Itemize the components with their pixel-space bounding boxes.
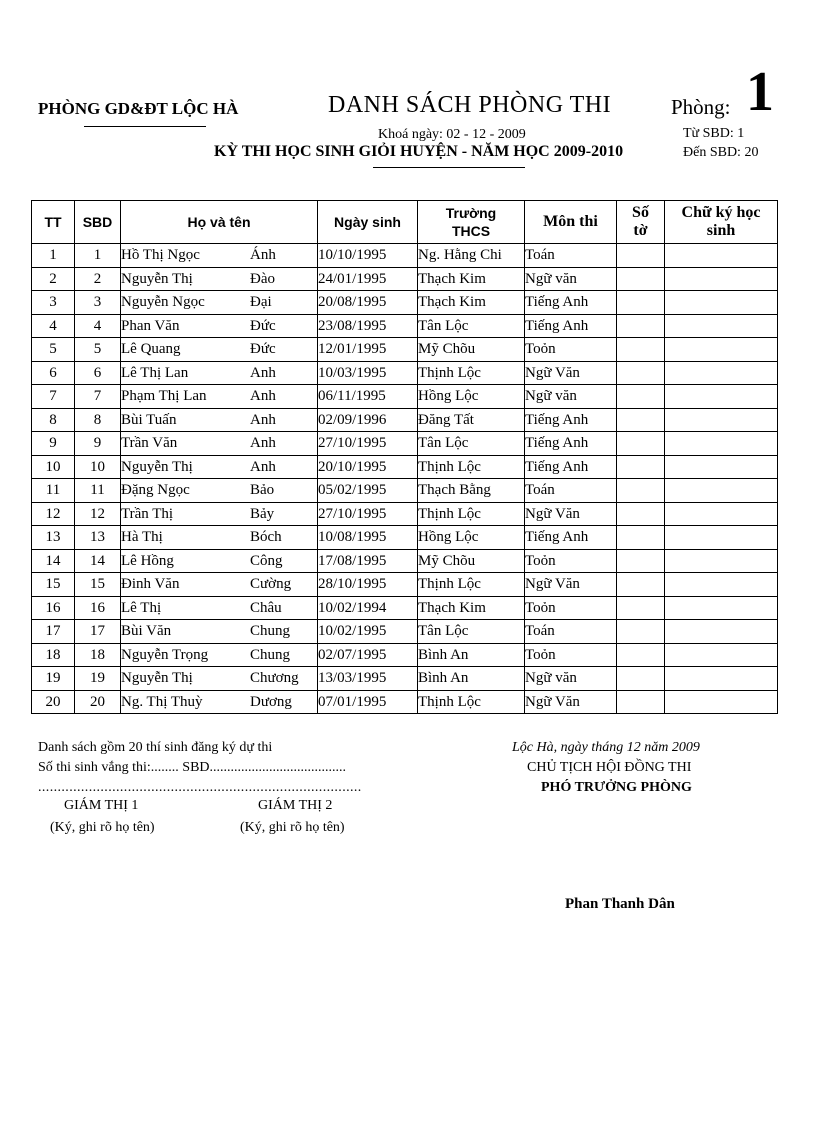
full-name <box>121 409 317 431</box>
first-name: Anh <box>250 458 276 475</box>
document-title: DANH SÁCH PHÒNG THI <box>328 92 612 118</box>
cell-tt: 11 <box>32 479 75 503</box>
cell-subject: Ngữ Văn <box>525 361 617 385</box>
cell-school: Bình An <box>418 667 525 691</box>
cell-name <box>121 690 318 714</box>
supervisor-2-note: (Ký, ghi rõ họ tên) <box>240 820 345 835</box>
cell-sbd: 4 <box>75 314 121 338</box>
last-name: Trần Văn <box>121 435 178 452</box>
cell-signature <box>665 338 778 362</box>
cell-sheets <box>617 526 665 550</box>
table-row <box>32 667 778 691</box>
cell-school: Thịnh Lộc <box>418 690 525 714</box>
table-header-row <box>32 201 778 244</box>
cell-tt: 8 <box>32 408 75 432</box>
table-row <box>32 643 778 667</box>
cell-tt: 19 <box>32 667 75 691</box>
full-name <box>121 573 317 595</box>
header-name: Họ và tên <box>121 201 318 244</box>
cell-tt: 14 <box>32 549 75 573</box>
header-school-line1: Trường <box>445 205 497 221</box>
table-row <box>32 314 778 338</box>
first-name: Đại <box>250 294 272 311</box>
sbd-to: Đến SBD: 20 <box>683 145 759 160</box>
last-name: Lê Thị Lan <box>121 364 189 381</box>
full-name <box>121 503 317 525</box>
table-row <box>32 549 778 573</box>
last-name: Bùi Tuấn <box>121 411 177 428</box>
cell-school: Thạch Bằng <box>418 479 525 503</box>
first-name: Đức <box>250 317 276 334</box>
last-name: Hồ Thị Ngọc <box>121 247 200 264</box>
cell-school: Thạch Kim <box>418 596 525 620</box>
cell-dob: 12/01/1995 <box>318 338 418 362</box>
first-name: Công <box>250 552 283 569</box>
last-name: Nguyễn Ngọc <box>121 294 205 311</box>
first-name: Bảy <box>250 505 275 522</box>
cell-dob: 10/03/1995 <box>318 361 418 385</box>
last-name: Nguyễn Trọng <box>121 646 209 663</box>
table-row <box>32 620 778 644</box>
cell-subject: Toán <box>525 620 617 644</box>
full-name <box>121 385 317 407</box>
cell-tt: 10 <box>32 455 75 479</box>
cell-tt: 6 <box>32 361 75 385</box>
cell-sheets <box>617 573 665 597</box>
full-name <box>121 362 317 384</box>
cell-name <box>121 408 318 432</box>
cell-subject: Toỏn <box>525 549 617 573</box>
cell-subject: Ngữ văn <box>525 667 617 691</box>
cell-signature <box>665 267 778 291</box>
last-name: Lê Hồng <box>121 552 174 569</box>
cell-sheets <box>617 620 665 644</box>
candidate-count-text: Danh sách gồm 20 thí sinh đăng ký dự thi <box>38 740 273 755</box>
first-name: Dương <box>250 693 292 710</box>
full-name <box>121 620 317 642</box>
cell-sbd: 11 <box>75 479 121 503</box>
cell-subject: Toỏn <box>525 338 617 362</box>
cell-signature <box>665 291 778 315</box>
table-row <box>32 385 778 409</box>
cell-sheets <box>617 502 665 526</box>
header-tt: TT <box>32 201 75 244</box>
signer-name: Phan Thanh Dân <box>565 896 675 912</box>
full-name <box>121 315 317 337</box>
cell-school: Mỹ Chõu <box>418 549 525 573</box>
cell-signature <box>665 690 778 714</box>
cell-signature <box>665 408 778 432</box>
cell-tt: 13 <box>32 526 75 550</box>
room-number: 1 <box>746 61 774 123</box>
cell-sheets <box>617 244 665 268</box>
cell-name <box>121 596 318 620</box>
cell-subject: Tiếng Anh <box>525 408 617 432</box>
cell-sbd: 1 <box>75 244 121 268</box>
cell-signature <box>665 455 778 479</box>
exam-name: KỲ THI HỌC SINH GIỎI HUYỆN - NĂM HỌC 2009-2010 <box>214 143 624 160</box>
cell-dob: 20/10/1995 <box>318 455 418 479</box>
cell-name <box>121 667 318 691</box>
cell-subject: Tiếng Anh <box>525 526 617 550</box>
sbd-from: Từ SBD: 1 <box>683 126 745 141</box>
cell-school: Bình An <box>418 643 525 667</box>
full-name <box>121 338 317 360</box>
cell-sheets <box>617 667 665 691</box>
cell-sheets <box>617 690 665 714</box>
cell-signature <box>665 502 778 526</box>
cell-dob: 10/08/1995 <box>318 526 418 550</box>
cell-subject: Tiếng Anh <box>525 455 617 479</box>
cell-subject: Ngữ văn <box>525 385 617 409</box>
full-name <box>121 667 317 689</box>
first-name: Chung <box>250 623 291 640</box>
cell-subject: Toán <box>525 479 617 503</box>
cell-signature <box>665 620 778 644</box>
cell-signature <box>665 667 778 691</box>
full-name <box>121 479 317 501</box>
room-label: Phòng: <box>671 95 731 119</box>
last-name: Lê Quang <box>121 341 181 358</box>
cell-signature <box>665 385 778 409</box>
last-name: Nguyễn Thị <box>121 458 193 475</box>
cell-name <box>121 267 318 291</box>
cell-subject: Tiếng Anh <box>525 432 617 456</box>
cell-sbd: 3 <box>75 291 121 315</box>
cell-sbd: 14 <box>75 549 121 573</box>
header-signature <box>665 201 778 244</box>
full-name <box>121 550 317 572</box>
cell-name <box>121 432 318 456</box>
full-name <box>121 291 317 313</box>
full-name <box>121 691 317 713</box>
header-sbd: SBD <box>75 201 121 244</box>
last-name: Phạm Thị Lan <box>121 388 207 405</box>
cell-signature <box>665 244 778 268</box>
cell-sbd: 8 <box>75 408 121 432</box>
cell-tt: 15 <box>32 573 75 597</box>
header-school-line2: THCS <box>451 223 491 239</box>
department-underline <box>84 126 206 127</box>
cell-signature <box>665 596 778 620</box>
full-name <box>121 526 317 548</box>
cell-sheets <box>617 291 665 315</box>
cell-school: Thịnh Lộc <box>418 455 525 479</box>
cell-tt: 3 <box>32 291 75 315</box>
first-name: Đức <box>250 341 276 358</box>
cell-tt: 12 <box>32 502 75 526</box>
cell-name <box>121 455 318 479</box>
cell-name <box>121 361 318 385</box>
cell-name <box>121 338 318 362</box>
first-name: Chung <box>250 646 291 663</box>
cell-subject: Tiếng Anh <box>525 291 617 315</box>
full-name <box>121 268 317 290</box>
last-name: Hà Thị <box>121 529 163 546</box>
cell-sbd: 18 <box>75 643 121 667</box>
cell-tt: 1 <box>32 244 75 268</box>
table-row <box>32 526 778 550</box>
header-sheets-line1: Số <box>632 204 649 221</box>
header-sheets <box>617 201 665 244</box>
last-name: Nguyễn Thị <box>121 270 193 287</box>
first-name: Chương <box>250 670 299 687</box>
first-name: Anh <box>250 411 276 428</box>
table-row <box>32 244 778 268</box>
first-name: Châu <box>250 599 282 616</box>
last-name: Trần Thị <box>121 505 174 522</box>
first-name: Bảo <box>250 482 275 499</box>
exam-date: Khoá ngày: 02 - 12 - 2009 <box>378 127 526 142</box>
cell-sheets <box>617 596 665 620</box>
last-name: Ng. Thị Thuỳ <box>121 693 203 710</box>
full-name <box>121 432 317 454</box>
header-sheets-line2: tờ <box>633 222 648 239</box>
cell-sbd: 7 <box>75 385 121 409</box>
header-signature-line2: sinh <box>706 222 736 239</box>
table-row <box>32 291 778 315</box>
table-row <box>32 361 778 385</box>
cell-name <box>121 526 318 550</box>
cell-sheets <box>617 455 665 479</box>
cell-sbd: 15 <box>75 573 121 597</box>
cell-signature <box>665 549 778 573</box>
cell-name <box>121 244 318 268</box>
cell-sheets <box>617 479 665 503</box>
cell-tt: 5 <box>32 338 75 362</box>
cell-school: Ng. Hằng Chi <box>418 244 525 268</box>
cell-dob: 10/10/1995 <box>318 244 418 268</box>
header-dob: Ngày sinh <box>318 201 418 244</box>
cell-subject: Tiếng Anh <box>525 314 617 338</box>
cell-sbd: 19 <box>75 667 121 691</box>
cell-school: Hồng Lộc <box>418 385 525 409</box>
cell-school: Tân Lộc <box>418 432 525 456</box>
cell-name <box>121 620 318 644</box>
cell-dob: 17/08/1995 <box>318 549 418 573</box>
table-row <box>32 690 778 714</box>
cell-sheets <box>617 314 665 338</box>
chair-title: CHỦ TỊCH HỘI ĐỒNG THI <box>527 760 692 775</box>
cell-dob: 27/10/1995 <box>318 432 418 456</box>
cell-name <box>121 479 318 503</box>
cell-name <box>121 502 318 526</box>
supervisor-2-title: GIÁM THỊ 2 <box>258 798 333 813</box>
cell-school: Tân Lộc <box>418 314 525 338</box>
absent-count-text: Số thi sinh vắng thi:........ SBD....................................... <box>38 760 347 775</box>
cell-school: Thịnh Lộc <box>418 502 525 526</box>
exam-underline <box>373 167 525 168</box>
full-name <box>121 456 317 478</box>
cell-school: Hồng Lộc <box>418 526 525 550</box>
cell-tt: 4 <box>32 314 75 338</box>
table-row <box>32 408 778 432</box>
cell-school: Thạch Kim <box>418 267 525 291</box>
dotted-line: ................................................................................... <box>38 780 362 795</box>
cell-school: Thịnh Lộc <box>418 573 525 597</box>
cell-signature <box>665 526 778 550</box>
cell-tt: 2 <box>32 267 75 291</box>
cell-name <box>121 385 318 409</box>
first-name: Ánh <box>250 247 276 264</box>
cell-subject: Ngữ Văn <box>525 502 617 526</box>
cell-tt: 9 <box>32 432 75 456</box>
cell-dob: 13/03/1995 <box>318 667 418 691</box>
cell-sbd: 9 <box>75 432 121 456</box>
full-name <box>121 244 317 266</box>
cell-sheets <box>617 432 665 456</box>
cell-sheets <box>617 408 665 432</box>
department-name: PHÒNG GD&ĐT LỘC HÀ <box>38 99 239 118</box>
cell-sbd: 2 <box>75 267 121 291</box>
cell-signature <box>665 361 778 385</box>
cell-name <box>121 643 318 667</box>
table-row <box>32 502 778 526</box>
cell-signature <box>665 432 778 456</box>
supervisor-1-note: (Ký, ghi rõ họ tên) <box>50 820 155 835</box>
full-name <box>121 644 317 666</box>
table-row <box>32 596 778 620</box>
cell-dob: 10/02/1994 <box>318 596 418 620</box>
last-name: Nguyễn Thị <box>121 670 193 687</box>
cell-school: Mỹ Chõu <box>418 338 525 362</box>
first-name: Cường <box>250 576 292 593</box>
candidate-table <box>31 200 778 714</box>
cell-sheets <box>617 361 665 385</box>
cell-school: Thạch Kim <box>418 291 525 315</box>
last-name: Phan Văn <box>121 317 180 334</box>
cell-signature <box>665 643 778 667</box>
cell-sbd: 17 <box>75 620 121 644</box>
cell-dob: 24/01/1995 <box>318 267 418 291</box>
cell-tt: 7 <box>32 385 75 409</box>
cell-name <box>121 291 318 315</box>
cell-sheets <box>617 267 665 291</box>
table-row <box>32 267 778 291</box>
place-date: Lộc Hà, ngày tháng 12 năm 2009 <box>512 740 700 755</box>
cell-sheets <box>617 549 665 573</box>
cell-dob: 27/10/1995 <box>318 502 418 526</box>
cell-tt: 18 <box>32 643 75 667</box>
cell-dob: 23/08/1995 <box>318 314 418 338</box>
table-row <box>32 338 778 362</box>
cell-sbd: 16 <box>75 596 121 620</box>
cell-dob: 02/09/1996 <box>318 408 418 432</box>
cell-subject: Toán <box>525 244 617 268</box>
cell-dob: 28/10/1995 <box>318 573 418 597</box>
last-name: Bùi Văn <box>121 623 172 640</box>
cell-name <box>121 314 318 338</box>
first-name: Bóch <box>250 529 282 546</box>
cell-signature <box>665 573 778 597</box>
cell-school: Đăng Tất <box>418 408 525 432</box>
cell-subject: Ngữ Văn <box>525 573 617 597</box>
cell-name <box>121 573 318 597</box>
first-name: Đào <box>250 270 275 287</box>
supervisor-1-title: GIÁM THỊ 1 <box>64 798 139 813</box>
last-name: Lê Thị <box>121 599 162 616</box>
cell-sbd: 13 <box>75 526 121 550</box>
cell-sbd: 12 <box>75 502 121 526</box>
cell-subject: Toỏn <box>525 596 617 620</box>
table-row <box>32 455 778 479</box>
cell-dob: 05/02/1995 <box>318 479 418 503</box>
cell-sbd: 20 <box>75 690 121 714</box>
cell-name <box>121 549 318 573</box>
first-name: Anh <box>250 388 276 405</box>
cell-tt: 17 <box>32 620 75 644</box>
cell-dob: 20/08/1995 <box>318 291 418 315</box>
cell-sheets <box>617 338 665 362</box>
cell-signature <box>665 479 778 503</box>
header-school <box>418 201 525 244</box>
cell-school: Tân Lộc <box>418 620 525 644</box>
cell-school: Thịnh Lộc <box>418 361 525 385</box>
cell-tt: 20 <box>32 690 75 714</box>
cell-subject: Toỏn <box>525 643 617 667</box>
table-row <box>32 573 778 597</box>
cell-subject: Ngữ Văn <box>525 690 617 714</box>
cell-sheets <box>617 643 665 667</box>
first-name: Anh <box>250 435 276 452</box>
cell-dob: 02/07/1995 <box>318 643 418 667</box>
cell-dob: 06/11/1995 <box>318 385 418 409</box>
cell-sbd: 10 <box>75 455 121 479</box>
table-row <box>32 432 778 456</box>
header-signature-line1: Chữ ký học <box>681 204 761 221</box>
cell-tt: 16 <box>32 596 75 620</box>
first-name: Anh <box>250 364 276 381</box>
cell-dob: 10/02/1995 <box>318 620 418 644</box>
cell-sbd: 5 <box>75 338 121 362</box>
last-name: Đặng Ngọc <box>121 482 190 499</box>
cell-sheets <box>617 385 665 409</box>
full-name <box>121 597 317 619</box>
table-row <box>32 479 778 503</box>
cell-subject: Ngữ văn <box>525 267 617 291</box>
deputy-title: PHÓ TRƯỞNG PHÒNG <box>541 780 692 795</box>
last-name: Đinh Văn <box>121 576 180 593</box>
cell-signature <box>665 314 778 338</box>
header-subject: Môn thi <box>525 201 617 244</box>
cell-sbd: 6 <box>75 361 121 385</box>
cell-dob: 07/01/1995 <box>318 690 418 714</box>
